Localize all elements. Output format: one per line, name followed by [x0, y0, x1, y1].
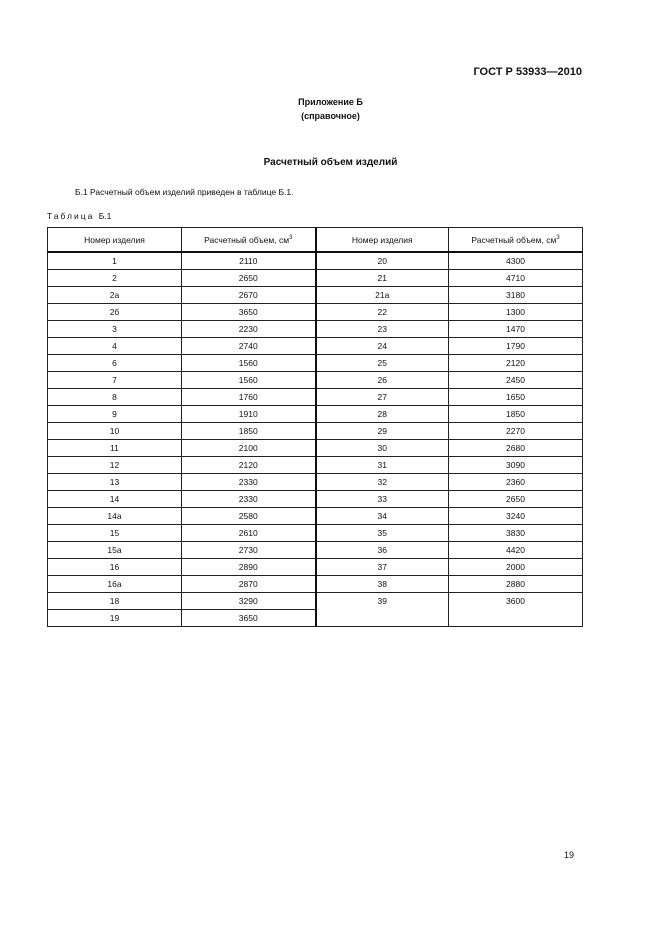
header-volume-left — [182, 228, 316, 253]
table-row — [48, 304, 583, 321]
cell-item-number: 19 — [48, 610, 182, 627]
cell-volume: 1300 — [449, 304, 583, 321]
cell-volume: 3240 — [449, 508, 583, 525]
cell-item-number: 21 — [316, 270, 449, 287]
cell-volume: 1650 — [449, 389, 583, 406]
paragraph: Б.1 Расчетный объем изделий приведен в таблице Б.1. — [75, 187, 294, 197]
cell-volume: 2610 — [182, 525, 316, 542]
table-row — [48, 593, 583, 610]
table-row — [48, 525, 583, 542]
table-row — [48, 270, 583, 287]
table-row — [48, 559, 583, 576]
unit-superscript: 3 — [556, 234, 560, 241]
document-id: ГОСТ Р 53933—2010 — [473, 66, 582, 78]
cell-volume: 1790 — [449, 338, 583, 355]
cell-item-number: 18 — [48, 593, 182, 610]
cell-item-number: 34 — [316, 508, 449, 525]
cell-volume: 2270 — [449, 423, 583, 440]
cell-item-number: 21а — [316, 287, 449, 304]
cell-volume: 1850 — [449, 406, 583, 423]
cell-item-number: 38 — [316, 576, 449, 593]
cell-volume: 2120 — [449, 355, 583, 372]
table-row — [48, 338, 583, 355]
cell-item-number: 4 — [48, 338, 182, 355]
table-row — [48, 287, 583, 304]
cell-item-number: 39 — [316, 593, 449, 627]
cell-item-number: 36 — [316, 542, 449, 559]
cell-item-number: 16а — [48, 576, 182, 593]
table-row — [48, 508, 583, 525]
header-volume-right — [449, 228, 583, 253]
cell-item-number: 24 — [316, 338, 449, 355]
cell-item-number: 35 — [316, 525, 449, 542]
cell-item-number: 26 — [316, 372, 449, 389]
cell-item-number: 37 — [316, 559, 449, 576]
cell-volume: 2330 — [182, 491, 316, 508]
cell-volume: 3290 — [182, 593, 316, 610]
cell-volume: 2580 — [182, 508, 316, 525]
cell-item-number: 32 — [316, 474, 449, 491]
cell-volume: 2670 — [182, 287, 316, 304]
cell-volume: 1470 — [449, 321, 583, 338]
cell-item-number: 14 — [48, 491, 182, 508]
cell-volume: 2450 — [449, 372, 583, 389]
cell-volume: 2730 — [182, 542, 316, 559]
cell-item-number: 30 — [316, 440, 449, 457]
cell-volume: 1560 — [182, 355, 316, 372]
table-row — [48, 474, 583, 491]
unit-superscript: 3 — [289, 234, 293, 241]
header-volume-left-text: Расчетный объем, см — [204, 234, 290, 245]
cell-volume: 2360 — [449, 474, 583, 491]
cell-item-number: 20 — [316, 252, 449, 270]
cell-volume: 2680 — [449, 440, 583, 457]
table-caption-prefix: Таблица — [47, 211, 95, 221]
cell-volume: 2100 — [182, 440, 316, 457]
table-row — [48, 542, 583, 559]
cell-item-number: 3 — [48, 321, 182, 338]
cell-volume: 2230 — [182, 321, 316, 338]
cell-item-number: 7 — [48, 372, 182, 389]
cell-item-number: 29 — [316, 423, 449, 440]
table-row — [48, 491, 583, 508]
cell-volume: 1850 — [182, 423, 316, 440]
cell-volume: 2740 — [182, 338, 316, 355]
cell-volume: 2330 — [182, 474, 316, 491]
table-row — [48, 252, 583, 270]
table-row — [48, 372, 583, 389]
table-row — [48, 389, 583, 406]
cell-item-number: 14а — [48, 508, 182, 525]
annex-title: Приложение Б — [298, 97, 363, 107]
table-row — [48, 355, 583, 372]
cell-item-number: 28 — [316, 406, 449, 423]
cell-item-number: 16 — [48, 559, 182, 576]
table-row — [48, 321, 583, 338]
cell-volume: 4420 — [449, 542, 583, 559]
cell-volume: 3180 — [449, 287, 583, 304]
header-item-number-left: Номер изделия — [48, 228, 182, 253]
cell-volume: 4710 — [449, 270, 583, 287]
table-row — [48, 576, 583, 593]
cell-item-number: 10 — [48, 423, 182, 440]
cell-item-number: 23 — [316, 321, 449, 338]
cell-item-number: 12 — [48, 457, 182, 474]
table-caption — [47, 211, 111, 221]
cell-item-number: 2б — [48, 304, 182, 321]
table-row — [48, 423, 583, 440]
cell-item-number: 27 — [316, 389, 449, 406]
cell-volume: 2890 — [182, 559, 316, 576]
table-row — [48, 440, 583, 457]
cell-volume: 2110 — [182, 252, 316, 270]
cell-volume: 2870 — [182, 576, 316, 593]
cell-volume: 3600 — [449, 593, 583, 627]
cell-volume: 1760 — [182, 389, 316, 406]
cell-item-number: 22 — [316, 304, 449, 321]
cell-item-number: 2а — [48, 287, 182, 304]
cell-item-number: 11 — [48, 440, 182, 457]
cell-volume: 1560 — [182, 372, 316, 389]
cell-item-number: 13 — [48, 474, 182, 491]
cell-volume: 3830 — [449, 525, 583, 542]
header-volume-right-text: Расчетный объем, см — [471, 234, 557, 245]
cell-item-number: 31 — [316, 457, 449, 474]
section-title: Расчетный объем изделий — [263, 157, 398, 168]
annex-subtitle: (справочное) — [301, 111, 360, 121]
cell-item-number: 9 — [48, 406, 182, 423]
header-item-number-right: Номер изделия — [316, 228, 449, 253]
cell-item-number: 1 — [48, 252, 182, 270]
cell-volume: 3650 — [182, 610, 316, 627]
cell-volume: 2650 — [449, 491, 583, 508]
cell-volume: 1910 — [182, 406, 316, 423]
cell-item-number: 25 — [316, 355, 449, 372]
cell-volume: 2120 — [182, 457, 316, 474]
page-number: 19 — [563, 850, 574, 860]
cell-item-number: 33 — [316, 491, 449, 508]
cell-item-number: 6 — [48, 355, 182, 372]
cell-item-number: 8 — [48, 389, 182, 406]
cell-volume: 2000 — [449, 559, 583, 576]
table-body — [48, 252, 583, 627]
cell-volume: 3090 — [449, 457, 583, 474]
cell-volume: 3650 — [182, 304, 316, 321]
table-row — [48, 406, 583, 423]
table-row — [48, 457, 583, 474]
annex-heading — [0, 95, 661, 123]
cell-item-number: 15а — [48, 542, 182, 559]
cell-item-number: 15 — [48, 525, 182, 542]
cell-volume: 2650 — [182, 270, 316, 287]
cell-volume: 4300 — [449, 252, 583, 270]
cell-item-number: 2 — [48, 270, 182, 287]
table-caption-number: Б.1 — [98, 211, 112, 221]
table-header-row — [48, 228, 583, 253]
cell-volume: 2880 — [449, 576, 583, 593]
volume-table — [47, 227, 583, 627]
